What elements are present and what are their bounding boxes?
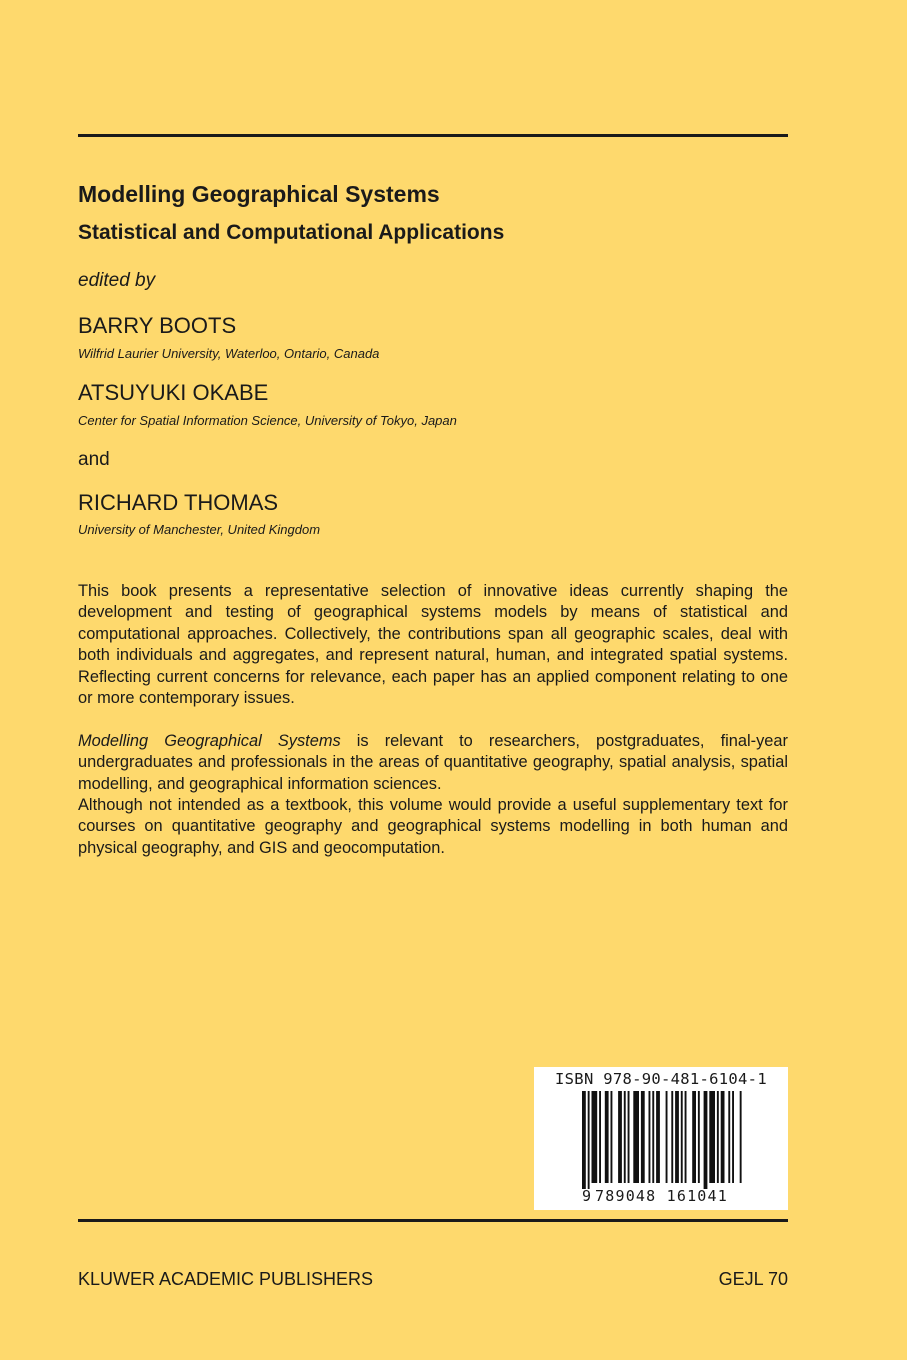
publisher-name: KLUWER ACADEMIC PUBLISHERS — [78, 1269, 374, 1289]
catalog-code: GEJL 70 — [718, 1269, 788, 1289]
barcode-bar — [671, 1091, 673, 1183]
bottom-rule — [78, 1219, 788, 1222]
barcode-bar — [605, 1091, 609, 1183]
editor-affiliation-boots: Wilfrid Laurier University, Waterloo, Ontario, Canada — [78, 346, 380, 361]
barcode-bar — [641, 1091, 645, 1183]
isbn-barcode — [534, 1067, 788, 1210]
barcode-bar — [692, 1091, 696, 1183]
description-paragraph-2 — [78, 731, 788, 795]
description-paragraph-1: This book presents a representative selection of innovative ideas currently shaping the development and testing of geographical systems models by means of statistical and computational approaches. Collectively, the contributions span all geographic scales, deal with both individuals and aggregates, and represent natural, human, and integrated spatial systems. Reflecting current concerns for relevance, each paper has an applied component relating to one or more contemporary issues. — [78, 582, 788, 708]
barcode-bar — [721, 1091, 725, 1183]
barcode-bar — [709, 1091, 715, 1183]
book-subtitle: Statistical and Computational Applications — [78, 221, 505, 244]
barcode-bar — [652, 1091, 654, 1183]
barcode-bar — [599, 1091, 601, 1183]
barcode-bar — [704, 1091, 708, 1189]
barcode-first-digit: 9 — [582, 1187, 592, 1205]
barcode-bar — [675, 1091, 679, 1183]
editor-affiliation-thomas: University of Manchester, United Kingdom — [78, 522, 321, 537]
barcode-bar — [592, 1091, 598, 1183]
description-paragraph-3: Although not intended as a textbook, this volume would provide a useful supplementary text for courses on quantitative geography and geographical systems modelling in both human and physical geography, and GIS and geocomputation. — [78, 796, 788, 857]
barcode-bar — [728, 1091, 730, 1183]
editor-name-thomas: RICHARD THOMAS — [78, 490, 279, 515]
barcode-bar — [618, 1091, 622, 1183]
isbn-number: ISBN 978-90-481-6104-1 — [555, 1070, 767, 1088]
description-book-title: Modelling Geographical Systems — [78, 732, 341, 750]
editor-affiliation-okabe: Center for Spatial Information Science, University of Tokyo, Japan — [78, 413, 457, 428]
editor-name-boots: BARRY BOOTS — [78, 313, 237, 338]
top-rule — [78, 134, 788, 137]
edited-by-label: edited by — [78, 270, 156, 291]
barcode-bar — [732, 1091, 734, 1183]
barcode-bar — [611, 1091, 613, 1183]
barcode-bar — [740, 1091, 742, 1183]
barcode-bar — [666, 1091, 668, 1183]
and-label: and — [78, 449, 110, 470]
description-paragraph-2-text: is relevant to researchers, postgraduates, final-year undergraduates and professionals in the areas of quantitative geography, spatial analysis, spatial modelling, and geographical information sciences. — [78, 732, 788, 793]
barcode-bars — [582, 1091, 742, 1189]
barcode-bar — [633, 1091, 639, 1183]
barcode-bar — [649, 1091, 651, 1183]
barcode-bar — [698, 1091, 700, 1183]
barcode-bar — [588, 1091, 590, 1189]
barcode-bar — [582, 1091, 586, 1189]
barcode-bar — [656, 1091, 660, 1183]
barcode-bar — [685, 1091, 687, 1183]
barcode-digits: 789048 161041 — [595, 1187, 728, 1205]
book-title: Modelling Geographical Systems — [78, 181, 440, 207]
barcode-bar — [681, 1091, 683, 1183]
barcode-bar — [628, 1091, 630, 1183]
editor-name-okabe: ATSUYUKI OKABE — [78, 380, 269, 405]
barcode-bar — [717, 1091, 719, 1183]
barcode-bar — [624, 1091, 626, 1183]
